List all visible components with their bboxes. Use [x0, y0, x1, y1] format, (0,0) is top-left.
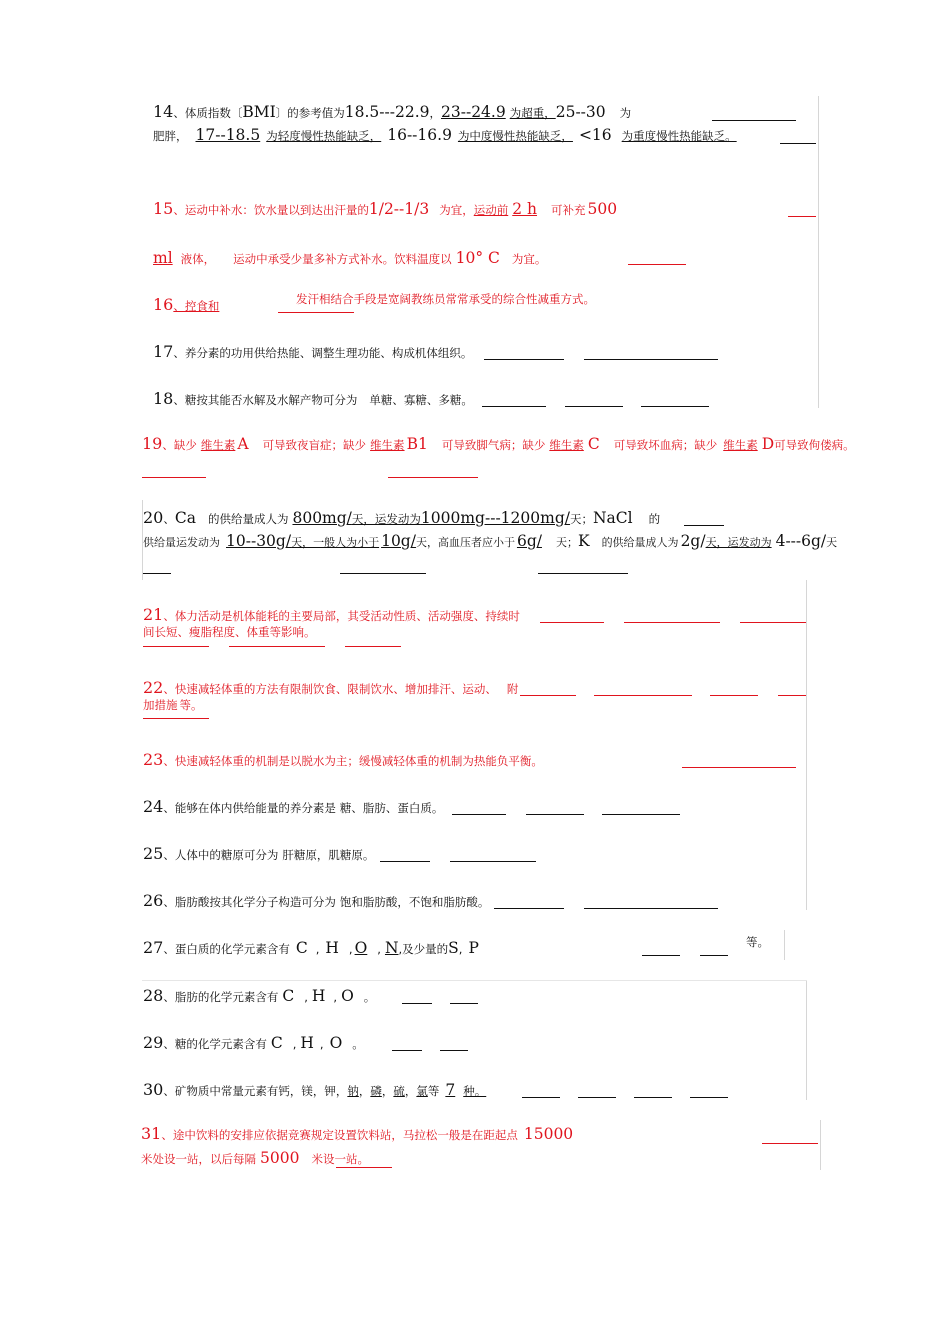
answer-blank [402, 1003, 432, 1004]
answer-blank [336, 1167, 392, 1168]
answer-blank [578, 1097, 616, 1098]
question-21-line-2: 间长短、瘦脂程度、体重等影响。 [143, 625, 316, 639]
answer-blank [710, 695, 758, 696]
answer-blank [484, 359, 564, 360]
question-20-line-2: 供给量运发动为 10--30g/天，一般人为小于 10g/天，高血压者应小于 6g/ 天；K 的供给量成人为 2g/天，运发动为 4---6g/天 [143, 532, 838, 550]
answer-blank [380, 861, 430, 862]
question-30-line-1: 30、矿物质中常量元素有钙，镁，钾，钠，磷，硫，氯等 7 种。 [143, 1080, 487, 1099]
answer-blank [388, 477, 478, 478]
answer-blank [520, 695, 576, 696]
answer-blank [700, 955, 728, 956]
table-rule [820, 1120, 821, 1170]
question-25-line-1: 25、人体中的糖原可分为 肝糖原，肌糖原。 [143, 844, 375, 863]
question-24-line-1: 24、能够在体内供给能量的养分素是 糖、脂肪、蛋白质。 [143, 797, 444, 816]
answer-blank [584, 359, 718, 360]
question-19-line-1: 19、缺少 维生素 A 可导致夜盲症；缺少 维生素 B1 可导致脚气病；缺少 维生素 C 可导致坏血病；缺少 维生素 D可导致佝偻病。 [142, 434, 855, 453]
answer-blank [778, 695, 806, 696]
table-rule [806, 980, 807, 1100]
table-rule [784, 930, 785, 960]
answer-blank [788, 216, 816, 217]
answer-blank [684, 525, 724, 526]
answer-blank [278, 312, 354, 313]
question-22-line-1: 22、快速减轻体重的方法有限制饮食、限制饮水、增加排汗、运动、 附 [143, 678, 519, 697]
answer-blank [634, 1097, 672, 1098]
answer-blank [450, 861, 536, 862]
answer-blank [642, 955, 680, 956]
answer-blank [594, 695, 692, 696]
answer-blank [628, 264, 686, 265]
question-31-line-1: 31、途中饮料的安排应依据竞赛规定设置饮料站，马拉松一般是在距起点 15000 [141, 1124, 574, 1143]
answer-blank [565, 406, 623, 407]
question-28-line-1: 28、脂肪的化学元素含有 C , H , O 。 [143, 986, 376, 1005]
answer-blank [526, 814, 584, 815]
answer-blank [452, 814, 506, 815]
question-26-line-1: 26、脂肪酸按其化学分子构造可分为 饱和脂肪酸，不饱和脂肪酸。 [143, 891, 490, 910]
question-21-line-1: 21、体力活动是机体能耗的主要局部，其受活动性质、活动强度、持续时 [143, 605, 520, 624]
question-18-line-1: 18、糖按其能否水解及水解产物可分为 单糖、寡糖、多糖。 [153, 389, 473, 408]
table-rule [818, 96, 819, 408]
answer-blank [522, 1097, 560, 1098]
question-22-line-2: 加措施 等。 [143, 698, 203, 712]
answer-blank [482, 406, 546, 407]
table-rule [806, 580, 807, 910]
answer-blank [450, 1003, 478, 1004]
question-14-line-1: 14、体质指数〔BMI〕的参考值为18.5---22.9，23--24.9 为超重，25--30 为 [153, 102, 632, 121]
answer-blank [641, 406, 709, 407]
question-15-line-1: 15、运动中补水：饮水量以到达出汗量的1/2--1/3 为宜，运动前 2 h 可补充 500 [153, 199, 618, 218]
answer-blank [780, 143, 816, 144]
answer-blank [740, 622, 806, 623]
answer-blank [540, 622, 604, 623]
answer-blank [624, 622, 720, 623]
question-20-line-1: 20、Ca 的供给量成人为 800mg/天，运发动为1000mg---1200mg/天；NaCl 的 [143, 508, 661, 527]
question-29-line-1: 29、糖的化学元素含有 C , H , O 。 [143, 1033, 364, 1052]
question-23-line-1: 23、快速减轻体重的机制是以脱水为主；缓慢减轻体重的机制为热能负平衡。 [143, 750, 543, 769]
table-rule [142, 980, 807, 981]
question-16-line-1: 16、控食和 [153, 295, 220, 314]
question-16-line-1b: 发汗相结合手段是宽阔教练员常常承受的综合性减重方式。 [296, 292, 595, 306]
answer-blank [602, 814, 680, 815]
answer-blank [762, 1143, 818, 1144]
question-27-line-1: 27、蛋白质的化学元素含有 C , H , O , N,及少量的S, P [143, 938, 479, 957]
question-27-suffix: 等。 [746, 935, 769, 949]
answer-blank [340, 573, 426, 574]
answer-blank [345, 646, 401, 647]
question-14-line-2: 肥胖， 17--18.5 为轻度慢性热能缺乏， 16--16.9 为中度慢性热能缺乏， <16 为重度慢性热能缺乏。 [153, 126, 737, 144]
answer-blank [712, 120, 796, 121]
answer-blank [690, 1097, 728, 1098]
answer-blank [143, 718, 209, 719]
answer-blank [142, 477, 206, 478]
answer-blank [392, 1050, 422, 1051]
answer-blank [494, 908, 564, 909]
question-17-line-1: 17、养分素的功用供给热能、调整生理功能、构成机体组织。 [153, 342, 473, 361]
answer-blank [143, 573, 171, 574]
answer-blank [584, 908, 718, 909]
answer-blank [682, 767, 796, 768]
question-15-line-2: ml 液体， 运动中承受少量多补方式补水。饮料温度以 10° C 为宜。 [153, 249, 547, 267]
question-31-line-2: 米处设一站，以后每隔 5000 米设一站。 [141, 1149, 369, 1167]
answer-blank [143, 646, 209, 647]
answer-blank [440, 1050, 468, 1051]
answer-blank [229, 646, 325, 647]
answer-blank [538, 573, 628, 574]
